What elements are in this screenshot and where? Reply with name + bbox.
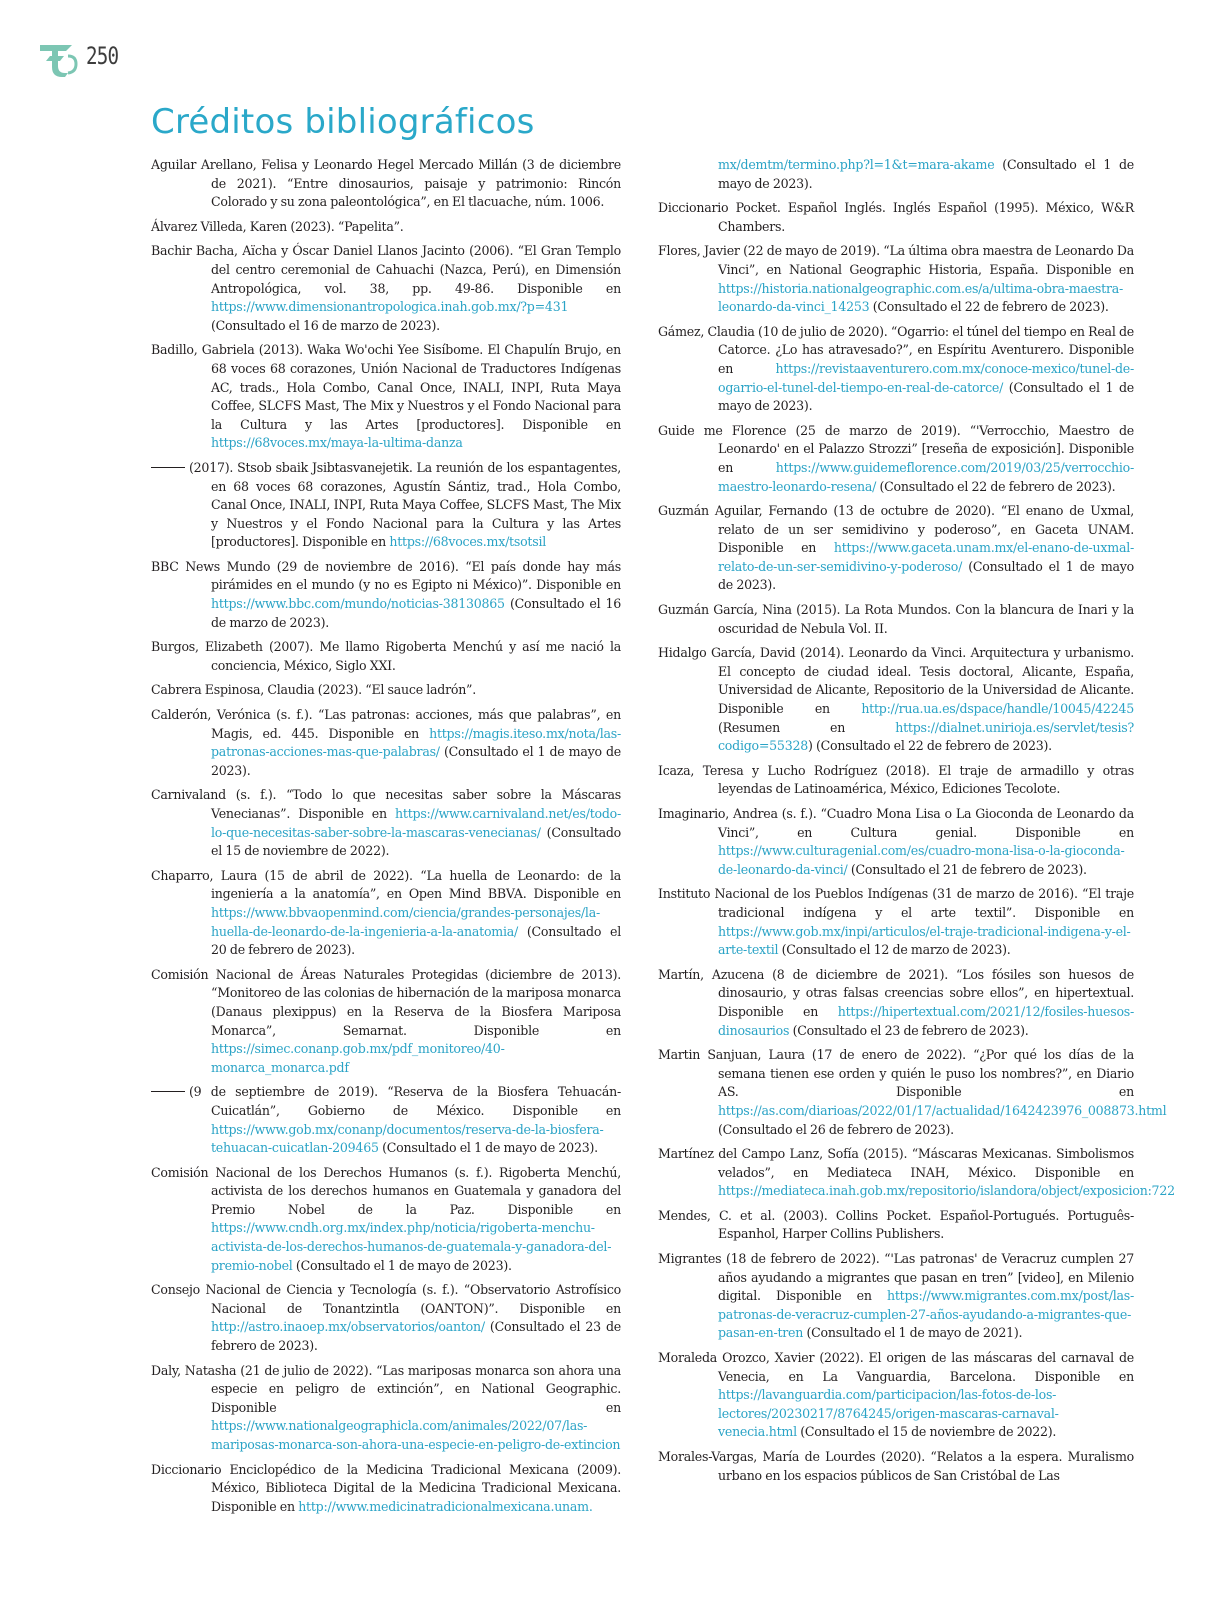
entry-text: (Consultado el 21 de febrero de 2023). — [847, 861, 1087, 877]
entry-text: (Consultado el 12 de marzo de 2023). — [778, 942, 1011, 958]
entry-text: Calderón, Verónica (s. f.). “Las patronas: acciones, más que palabras”, en Magis, ed. 445. Disponible en — [151, 707, 621, 741]
page-title: Créditos bibliográficos — [151, 102, 535, 142]
entry-text: Burgos, Elizabeth (2007). Me llamo Rigoberta Menchú y así me nació la conciencia, México, Siglo XXI. — [151, 639, 621, 673]
bibliography-entry — [151, 681, 621, 700]
entry-text: (Consultado el 16 de marzo de 2023). — [211, 317, 440, 333]
entry-link[interactable]: https://www.bbc.com/mundo/noticias-38130865 — [211, 596, 505, 612]
entry-text: Diccionario Pocket. Español Inglés. Inglés Español (1995). México, W&R Chambers. — [658, 200, 1134, 234]
bibliography-entry — [151, 1281, 621, 1355]
entry-link[interactable]: https://www.cndh.org.mx/index.php/noticia/rigoberta-menchu-activista-de-los-derechos-humanos-de-guatemala-y-ganadora-del-premio-nobel — [211, 1220, 612, 1273]
bibliography-entry — [658, 1145, 1175, 1201]
entry-link[interactable]: http://astro.inaoep.mx/observatorios/oanton/ — [211, 1319, 485, 1335]
bibliography-entry — [151, 638, 621, 675]
entry-link[interactable]: http://rua.ua.es/dspace/handle/10045/42245 — [861, 701, 1134, 717]
bibliography-entry — [658, 199, 1134, 236]
entry-text: Martin Sanjuan, Laura (17 de enero de 2022). “¿Por qué los días de la semana tienen ese orden y quién le puso los nombres?”, en Diario AS. Disponible en — [658, 1047, 1134, 1100]
bibliography-entry — [151, 1083, 621, 1157]
entry-text: (Consultado el 23 de febrero de 2023). — [789, 1022, 1029, 1038]
entry-link[interactable]: https://www.gob.mx/conanp/documentos/reserva-de-la-biosfera-tehuacan-cuicatlan-209465 — [211, 1121, 604, 1156]
entry-text: Daly, Natasha (21 de julio de 2022). “Las mariposas monarca son ahora una especie en peligro de extinción”, en National Geographic. Disponible en — [151, 1362, 621, 1415]
entry-text: Chaparro, Laura (15 de abril de 2022). “La huella de Leonardo: de la ingeniería a la anatomía”, en Open Mind BBVA. Disponible en — [151, 867, 621, 902]
entry-link[interactable]: https://historia.nationalgeographic.com.es/a/ultima-obra-maestra-leonardo-da-vinci_14253 — [718, 280, 1123, 315]
bibliography-entry — [658, 805, 1134, 879]
bibliography-entry — [151, 558, 621, 632]
bibliography-entry — [658, 323, 1134, 416]
page-number: 250 — [86, 42, 119, 70]
bibliography-entry — [151, 706, 621, 780]
entry-link[interactable]: https://www.carnivaland.net/es/todo-lo-que-necesitas-saber-sobre-la-mascaras-venecianas/ — [211, 806, 621, 840]
entry-text: Consejo Nacional de Ciencia y Tecnología (s. f.). “Observatorio Astrofísico Nacional de Tonantzintla (OANTON)”. Disponible en — [151, 1282, 621, 1316]
entry-text: Flores, Javier (22 de mayo de 2019). “La última obra maestra de Leonardo Da Vinci”, en National Geographic Historia, España. Disponible en — [658, 243, 1134, 277]
bibliography-entry — [658, 1207, 1134, 1244]
entry-text: (Consultado el 1 de mayo de 2023). — [718, 558, 1134, 593]
entry-text: Instituto Nacional de los Pueblos Indígenas (31 de marzo de 2016). “El traje tradicional indígena y el arte textil”. Disponible en — [658, 886, 1134, 920]
entry-text: Migrantes (18 de febrero de 2022). “'Las patronas' de Veracruz cumplen 27 años ayudando a migrantes que pasan en tren” [video], en Milenio digital. Disponible en — [658, 1251, 1134, 1304]
entry-text: Martín, Azucena (8 de diciembre de 2021). “Los fósiles son huesos de dinosaurio, y otras falsas creencias sobre ellos”, en hipertextual. Disponible en — [658, 966, 1134, 1019]
entry-text: Carnivaland (s. f.). “Todo lo que necesitas saber sobre la Máscaras Venecianas”. Disponible en — [151, 787, 621, 821]
bibliography-entry — [151, 156, 621, 212]
entry-text: (Consultado el 22 de febrero de 2023). — [876, 478, 1116, 494]
bibliography-entry — [151, 341, 621, 453]
bibliography-right-column — [658, 156, 1175, 1491]
bibliography-entry — [151, 1461, 621, 1517]
entry-text: Álvarez Villeda, Karen (2023). “Papelita”. — [151, 218, 404, 234]
entry-text: Guzmán Aguilar, Fernando (13 de octubre de 2020). “El enano de Uxmal, relato de un ser semidivino y poderoso”, en Gaceta UNAM. Disponible en — [658, 503, 1134, 556]
same-author-dash — [151, 467, 185, 468]
entry-text: Mendes, C. et al. (2003). Collins Pocket. Español-Portugués. Português-Espanhol, Harper Collins Publishers. — [658, 1207, 1134, 1242]
entry-text: (Consultado el 20 de febrero de 2023). — [211, 923, 621, 958]
bibliography-entry — [658, 1349, 1134, 1442]
entry-text: Imaginario, Andrea (s. f.). “Cuadro Mona Lisa o La Gioconda de Leonardo da Vinci”, en Cultura genial. Disponible en — [658, 806, 1134, 840]
bibliography-entry — [658, 156, 1134, 193]
entry-link[interactable]: https://www.gaceta.unam.mx/el-enano-de-uxmal-relato-de-un-ser-semidivino-y-poderoso/ — [718, 540, 1134, 574]
bibliography-entry — [658, 422, 1134, 496]
entry-text: Moraleda Orozco, Xavier (2022). El origen de las máscaras del carnaval de Venecia, en La Vanguardia, Barcelona. Disponible en — [658, 1350, 1134, 1384]
entry-link[interactable]: https://68voces.mx/tsotsil — [389, 534, 546, 550]
entry-link[interactable]: https://magis.iteso.mx/nota/las-patronas-acciones-mas-que-palabras/ — [211, 725, 621, 760]
entry-text: (9 de septiembre de 2019). “Reserva de la Biosfera Tehuacán-Cuicatlán”, Gobierno de México. Disponible en — [189, 1084, 621, 1118]
entry-text: (Consultado el 15 de noviembre de 2022). — [211, 824, 621, 859]
bibliography-entry — [658, 502, 1134, 595]
entry-link[interactable]: https://www.bbvaopenmind.com/ciencia/grandes-personajes/la-huella-de-leonardo-de-la-ingenieria-a-la-anatomia/ — [211, 904, 600, 939]
section-logo-icon — [38, 42, 78, 78]
entry-link[interactable]: http://www.medicinatradicionalmexicana.unam. — [298, 1498, 593, 1514]
entry-text: Morales-Vargas, María de Lourdes (2020). “Relatos a la espera. Muralismo urbano en los espacios públicos de San Cristóbal de Las — [658, 1449, 1134, 1483]
entry-text: BBC News Mundo (29 de noviembre de 2016). “El país donde hay más pirámides en el mundo (y no es Egipto ni México)”. Disponible en — [151, 558, 621, 593]
bibliography-entry — [658, 1250, 1134, 1343]
bibliography-entry — [151, 1362, 621, 1455]
entry-link[interactable]: https://www.nationalgeographicla.com/animales/2022/07/las-mariposas-monarca-son-ahora-una-especie-en-peligro-de-extincion — [211, 1418, 621, 1452]
entry-text: Guide me Florence (25 de marzo de 2019). “'Verrocchio, Maestro de Leonardo' en el Palazzo Strozzi” [reseña de exposición]. Disponible en — [658, 422, 1134, 475]
entry-link[interactable]: https://www.dimensionantropologica.inah.gob.mx/?p=431 — [211, 299, 569, 315]
entry-link[interactable]: https://revistaaventurero.com.mx/conoce-mexico/tunel-de-ogarrio-el-tunel-del-tiempo-en-real-de-catorce/ — [718, 360, 1134, 395]
entry-text: (Consultado el 23 de febrero de 2023). — [211, 1319, 621, 1354]
entry-link[interactable]: https://lavanguardia.com/participacion/las-fotos-de-los-lectores/20230217/8764245/origen-mascaras-carnaval-venecia.html — [718, 1387, 1059, 1440]
entry-text: (Consultado el 26 de febrero de 2023). — [718, 1121, 954, 1137]
bibliography-entry — [658, 966, 1134, 1040]
bibliography-entry — [658, 1046, 1167, 1139]
entry-text: Martínez del Campo Lanz, Sofía (2015). “Máscaras Mexicanas. Simbolismos velados”, en Mediateca INAH, México. Disponible en — [658, 1146, 1134, 1180]
entry-text: (Resumen en — [718, 719, 896, 735]
bibliography-entry — [658, 885, 1134, 959]
entry-text: (Consultado el 22 de febrero de 2023). — [869, 299, 1109, 315]
entry-link[interactable]: https://www.culturagenial.com/es/cuadro-mona-lisa-o-la-gioconda-de-leonardo-da-vinci/ — [718, 843, 1125, 877]
entry-link[interactable]: mx/demtm/termino.php?l=1&t=mara-akame — [718, 157, 995, 172]
entry-link[interactable]: https://hipertextual.com/2021/12/fosiles-huesos-dinosaurios — [718, 1003, 1134, 1038]
entry-text: (Consultado el 1 de mayo de 2023). — [718, 379, 1134, 414]
entry-text: Hidalgo García, David (2014). Leonardo da Vinci. Arquitectura y urbanismo. El concepto de ciudad ideal. Tesis doctoral, Alicante, España, Universidad de Alicante, Repositorio de la Universidad de Alicante. Disponible en — [658, 645, 1134, 717]
entry-text: (2017). Stsob sbaik Jsibtasvanejetik. La reunión de los espantagentes, en 68 voces 68 corazones, Agustín Sántiz, trad., Hola Combo, Canal Once, INALI, INPI, Ruta Maya Coffee, SLCFS Mast, The Mix y Nuestros y el Fondo Nacional para la Cultura y las Artes [productores]. Disponible en — [189, 459, 621, 550]
bibliography-entry — [151, 459, 621, 552]
entry-link[interactable]: https://simec.conanp.gob.mx/pdf_monitoreo/40-monarca_monarca.pdf — [211, 1041, 505, 1075]
entry-text: Bachir Bacha, Aïcha y Óscar Daniel Llanos Jacinto (2006). “El Gran Templo del centro ceremonial de Cahuachi (Nazca, Perú), en Dimensión Antropológica, vol. 38, pp. 49-86. Disponible en — [151, 243, 621, 296]
entry-text: (Consultado el 1 de mayo de 2023). — [378, 1140, 598, 1156]
bibliography-entry — [151, 966, 621, 1078]
entry-text: (Consultado el 15 de noviembre de 2022). — [796, 1424, 1057, 1440]
entry-text: (Consultado el 1 de mayo de 2021). — [803, 1325, 1023, 1341]
bibliography-entry — [658, 644, 1134, 756]
entry-text: Guzmán García, Nina (2015). La Rota Mundos. Con la blancura de Inari y la oscuridad de Nebula Vol. II. — [658, 602, 1134, 636]
entry-text: ) (Consultado el 22 de febrero de 2023). — [807, 738, 1052, 754]
entry-text: Comisión Nacional de los Derechos Humanos (s. f.). Rigoberta Menchú, activista de los derechos humanos en Guatemala y ganadora del Premio Nobel de la Paz. Disponible en — [151, 1164, 621, 1217]
entry-text: Badillo, Gabriela (2013). Waka Wo'ochi Yee Sisíbome. El Chapulín Brujo, en 68 voces 68 corazones, Unión Nacional de Traductores Indígenas AC, trads., Hola Combo, Canal Once, INALI, INPI, Ruta Maya Coffee, SLCFS Mast, The Mix y Nuestros y el Fondo Nacional para la Cultura y las Artes [productores]. Disponible en — [151, 342, 621, 432]
entry-link[interactable]: https://www.guidemeflorence.com/2019/03/25/verrocchio-maestro-leonardo-resena/ — [718, 459, 1134, 494]
entry-text: (Consultado el 1 de mayo de 2023). — [292, 1257, 512, 1273]
bibliography-entry — [658, 601, 1134, 638]
entry-link[interactable]: https://dialnet.unirioja.es/servlet/tesis?codigo=55328 — [718, 719, 1134, 754]
entry-text: Comisión Nacional de Áreas Naturales Protegidas (diciembre de 2013). “Monitoreo de las colonias de hibernación de la mariposa monarca (Danaus plexippus) en la Reserva de la Biosfera Mariposa Monarca”, Semarnat. Disponible en — [151, 966, 621, 1038]
entry-link[interactable]: https://www.migrantes.com.mx/post/las-patronas-de-veracruz-cumplen-27-años-ayudando-a-migrantes-que-pasan-en-tren — [718, 1288, 1134, 1341]
entry-link[interactable]: https://as.com/diarioas/2022/01/17/actualidad/1642423976_008873.html — [718, 1102, 1167, 1118]
entry-text: Aguilar Arellano, Felisa y Leonardo Hegel Mercado Millán (3 de diciembre de 2021). “Entre dinosaurios, paisaje y patrimonio: Rincón Colorado y su zona paleontológica”, en El tlacuache, núm. 1006. — [151, 157, 621, 210]
bibliography-entry — [151, 786, 621, 860]
bibliography-entry — [151, 242, 621, 335]
entry-text: (Consultado el 1 de mayo de 2023). — [718, 157, 1134, 191]
bibliography-entry — [658, 242, 1134, 316]
entry-link[interactable]: https://68voces.mx/maya-la-ultima-danza — [211, 435, 463, 451]
same-author-dash — [151, 1091, 185, 1092]
bibliography-left-column — [151, 156, 621, 1522]
entry-link[interactable]: https://mediateca.inah.gob.mx/repositorio/islandora/object/exposicion:722 — [718, 1183, 1175, 1199]
entry-text: Diccionario Enciclopédico de la Medicina Tradicional Mexicana (2009). México, Biblioteca Digital de la Medicina Tradicional Mexicana. Disponible en — [151, 1461, 621, 1514]
entry-text: Icaza, Teresa y Lucho Rodríguez (2018). El traje de armadillo y otras leyendas de Latinoamérica, México, Ediciones Tecolote. — [658, 762, 1134, 797]
bibliography-entry — [658, 762, 1134, 799]
bibliography-entry — [151, 867, 621, 960]
bibliography-entry — [151, 1164, 621, 1276]
bibliography-entry — [658, 1448, 1134, 1485]
bibliography-entry — [151, 218, 621, 237]
entry-text: (Consultado el 16 de marzo de 2023). — [211, 596, 621, 630]
entry-link[interactable]: https://www.gob.mx/inpi/articulos/el-traje-tradicional-indigena-y-el-arte-textil — [718, 923, 1131, 958]
entry-text: Cabrera Espinosa, Claudia (2023). “El sauce ladrón”. — [151, 682, 477, 698]
entry-text: (Consultado el 1 de mayo de 2023). — [211, 744, 621, 778]
entry-text: Gámez, Claudia (10 de julio de 2020). “Ogarrio: el túnel del tiempo en Real de Catorce. ¿Lo has atravesado?”, en Espíritu Aventurero. Disponible en — [658, 323, 1134, 376]
